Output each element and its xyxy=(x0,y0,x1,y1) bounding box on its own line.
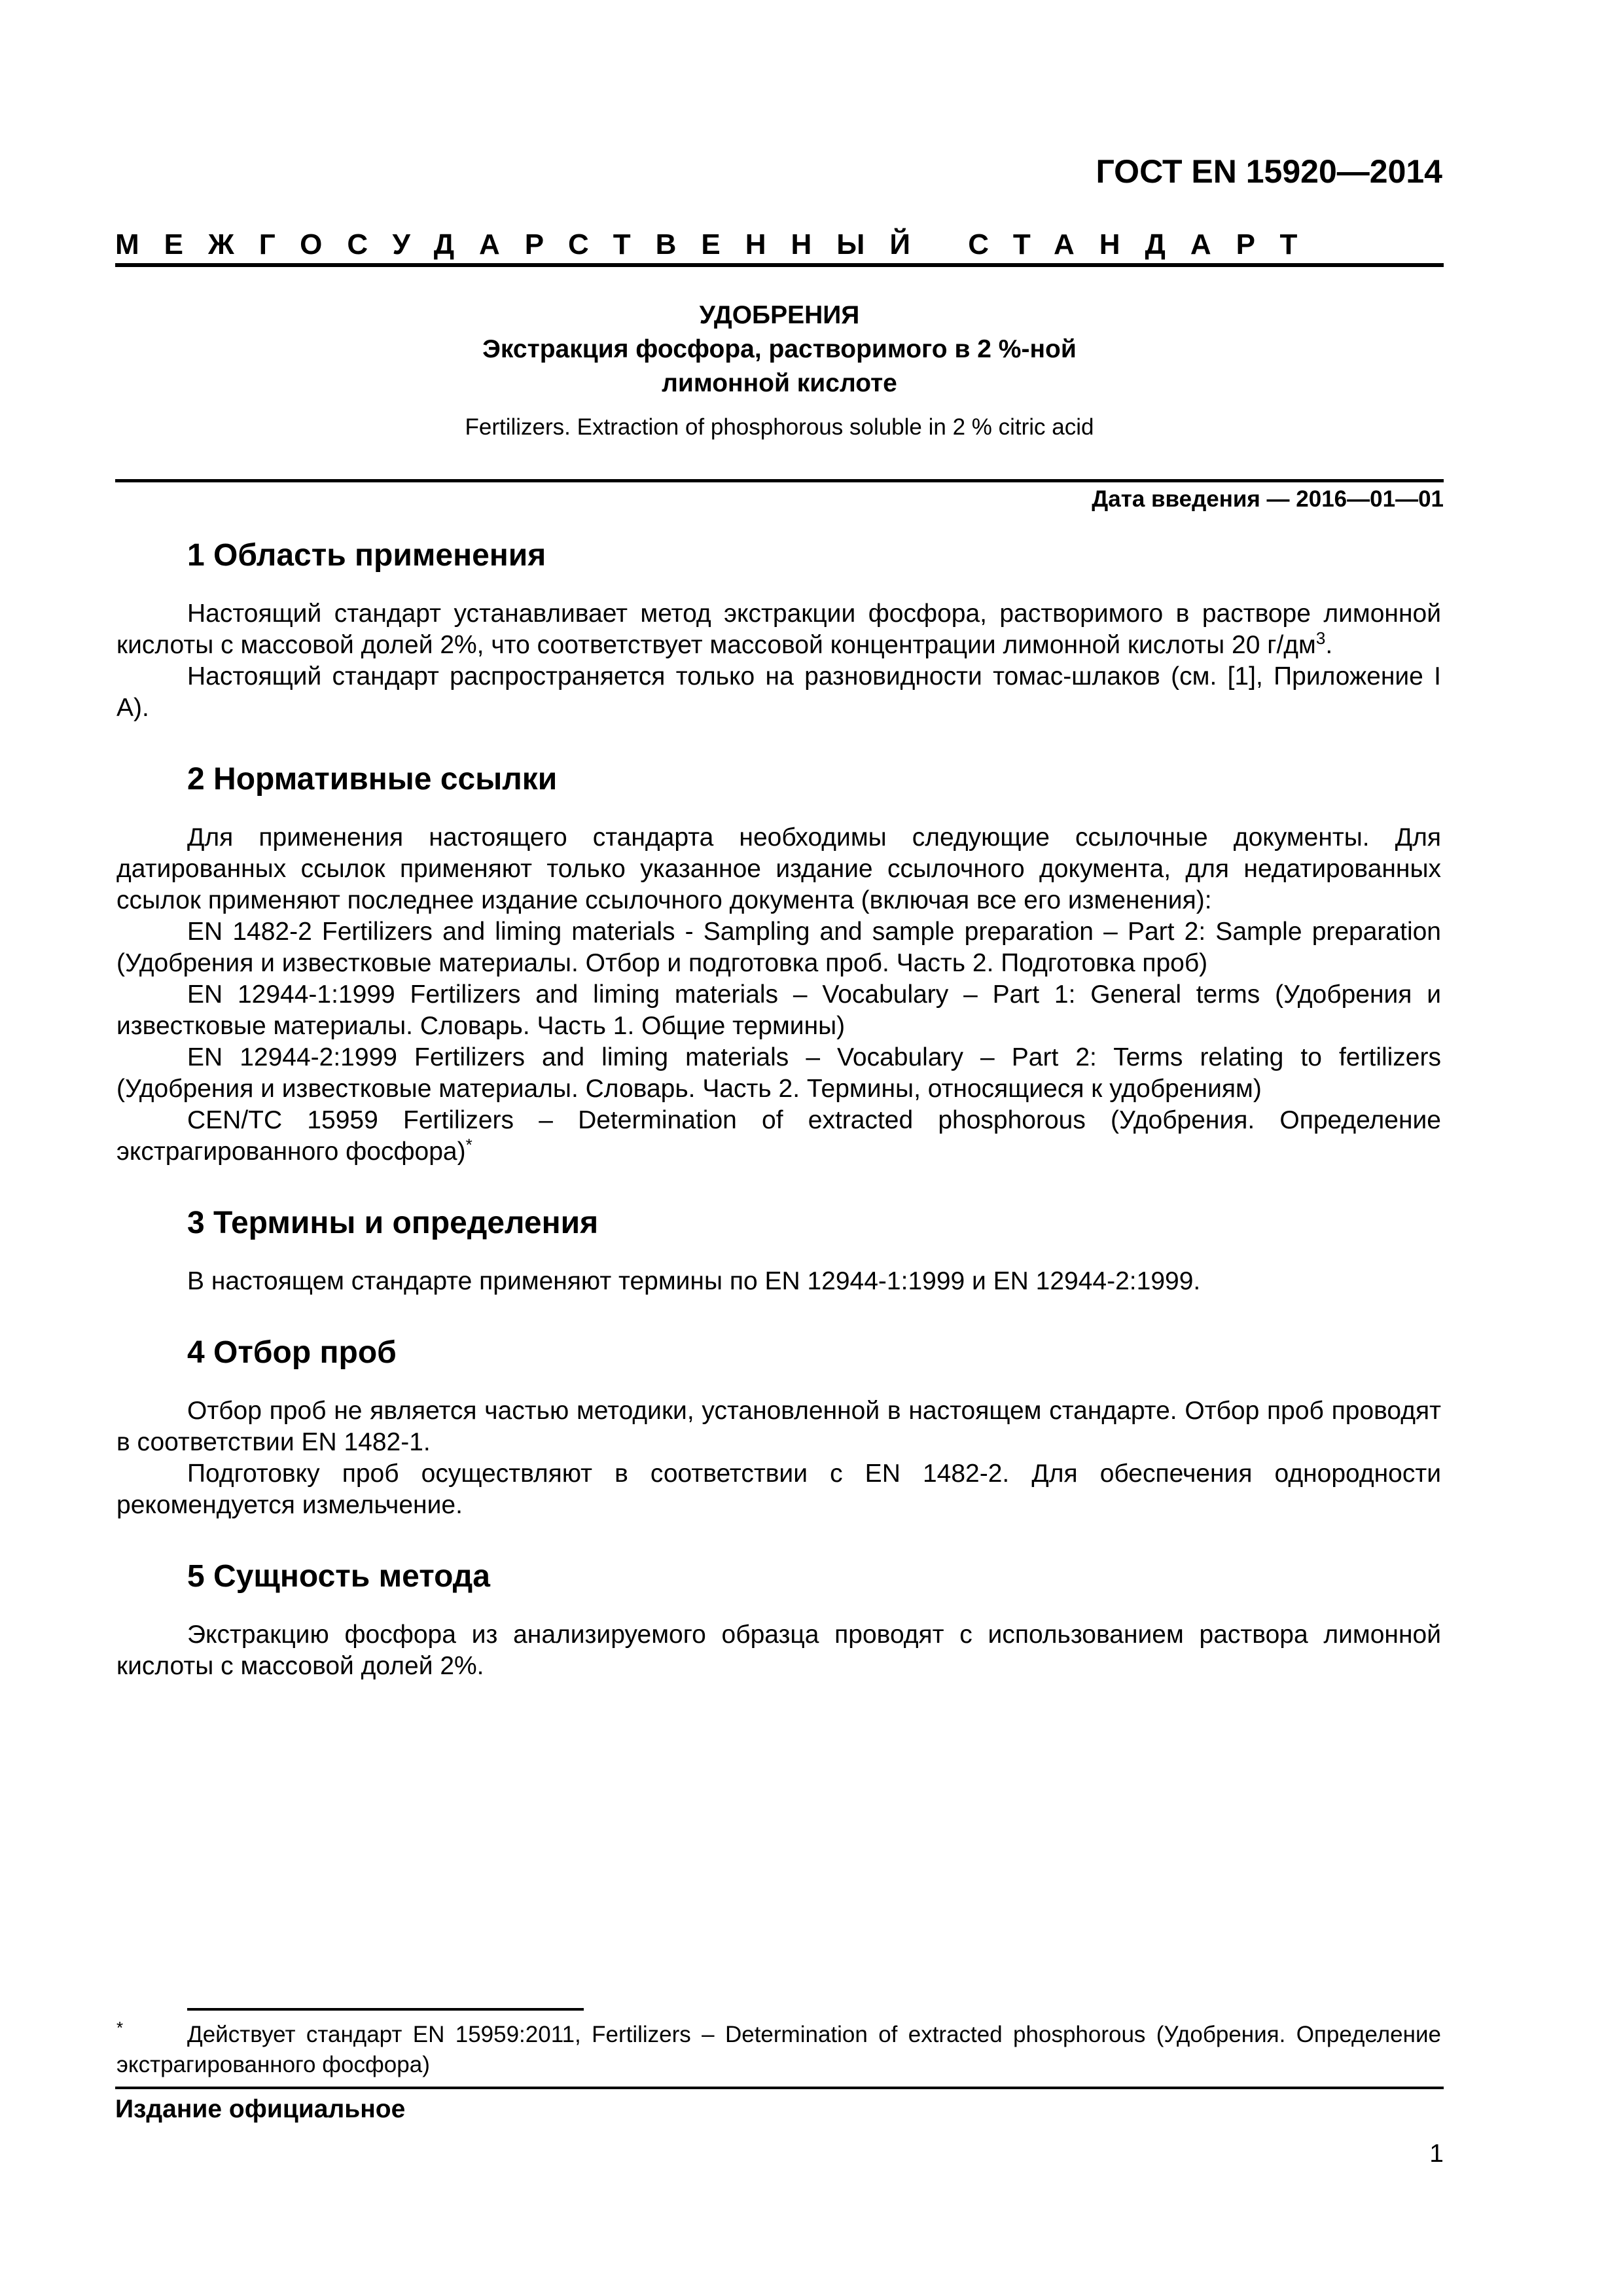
english-title: Fertilizers. Extraction of phosphorous soluble in 2 % citric acid xyxy=(465,414,1094,440)
section-normative-references xyxy=(116,757,1441,1168)
document-body xyxy=(116,533,1441,1715)
edition-label: Издание официальное xyxy=(115,2095,406,2123)
reference-item xyxy=(116,1105,1441,1168)
paragraph: Экстракцию фосфора из анализируемого образца проводят с использованием раствора лимонной кислоты с массовой долей 2%. xyxy=(116,1621,1441,1680)
superscript: 3 xyxy=(1315,628,1326,648)
paragraph-end: . xyxy=(1325,631,1333,659)
document-code: ГОСТ EN 15920—2014 xyxy=(1096,153,1442,190)
footnote-ref-mark: * xyxy=(465,1135,473,1155)
paragraph: Отбор проб не является частью методики, установленной в настоящем стандарте. Отбор проб проводят в соответствии EN 1482-1. xyxy=(116,1397,1441,1456)
section-heading: 5 Сущность метода xyxy=(187,1559,490,1594)
section-heading: 2 Нормативные ссылки xyxy=(187,762,558,797)
header-rule xyxy=(115,263,1444,267)
footnote: * Действует стандарт EN 15959:2011, Fertilizers – Determination of extracted phosphorous (Удобрения. Определение экстрагированного фосфора) xyxy=(116,2018,1441,2077)
title-line-3: лимонной кислоте xyxy=(662,369,897,397)
title-rule xyxy=(115,479,1444,482)
section-terms xyxy=(116,1200,1441,1297)
page-number: 1 xyxy=(1429,2140,1444,2168)
paragraph-text: Настоящий стандарт устанавливает метод экстракции фосфора, растворимого в растворе лимонной кислоты с массовой долей 2%, что соответствует массовой концентрации лимонной кислоты 20 г/дм xyxy=(116,600,1441,659)
standard-type-banner: МЕЖГОСУДАРСТВЕННЫЙ СТАНДАРТ xyxy=(115,228,1323,260)
document-title xyxy=(115,298,1444,401)
title-line-1: УДОБРЕНИЯ xyxy=(699,301,860,329)
introduction-date: Дата введения — 2016—01—01 xyxy=(1092,486,1444,512)
section-heading: 3 Термины и определения xyxy=(187,1206,599,1240)
paragraph: Для применения настоящего стандарта необходимы следующие ссылочные документы. Для датированных ссылок применяют только указанное издание ссылочного документа, для недатированных ссылок применяют последнее издание ссылочного документа (включая все его изменения): xyxy=(116,823,1441,914)
footer-rule xyxy=(115,2087,1444,2089)
section-principle xyxy=(116,1554,1441,1682)
reference-item: EN 12944-2:1999 Fertilizers and liming materials – Vocabulary – Part 2: Terms relating to fertilizers (Удобрения и известковые материалы. Словарь. Часть 2. Термины, относящиеся к удобрениям) xyxy=(116,1043,1441,1103)
section-heading: 1 Область применения xyxy=(187,538,546,573)
paragraph: В настоящем стандарте применяют термины по EN 12944-1:1999 и EN 12944-2:1999. xyxy=(187,1267,1201,1295)
footnote-rule xyxy=(187,2008,584,2011)
paragraph: Подготовку проб осуществляют в соответствии с EN 1482-2. Для обеспечения однородности рекомендуется измельчение. xyxy=(116,1460,1441,1519)
section-sampling xyxy=(116,1330,1441,1521)
reference-item: EN 1482-2 Fertilizers and liming materials - Sampling and sample preparation – Part 2: Sample preparation (Удобрения и известковые материалы. Отбор и подготовка проб. Часть 2. Подготовка проб) xyxy=(116,918,1441,977)
reference-item: EN 12944-1:1999 Fertilizers and liming materials – Vocabulary – Part 1: General terms (Удобрения и известковые материалы. Словарь. Часть 1. Общие термины) xyxy=(116,980,1441,1040)
reference-text: CEN/TC 15959 Fertilizers – Determination of extracted phosphorous (Удобрения. Определение экстрагированного фосфора) xyxy=(116,1106,1441,1166)
paragraph: Настоящий стандарт распространяется только на разновидности томас-шлаков (см. [1], Приложение I А). xyxy=(116,662,1441,722)
section-heading: 4 Отбор проб xyxy=(187,1335,397,1370)
paragraph xyxy=(116,598,1441,661)
title-line-2: Экстракция фосфора, растворимого в 2 %-ной xyxy=(482,335,1077,363)
section-scope xyxy=(116,533,1441,724)
footnote-text: Действует стандарт EN 15959:2011, Fertilizers – Determination of extracted phosphorous (Удобрения. Определение экстрагированного фосфора) xyxy=(116,2022,1441,2077)
